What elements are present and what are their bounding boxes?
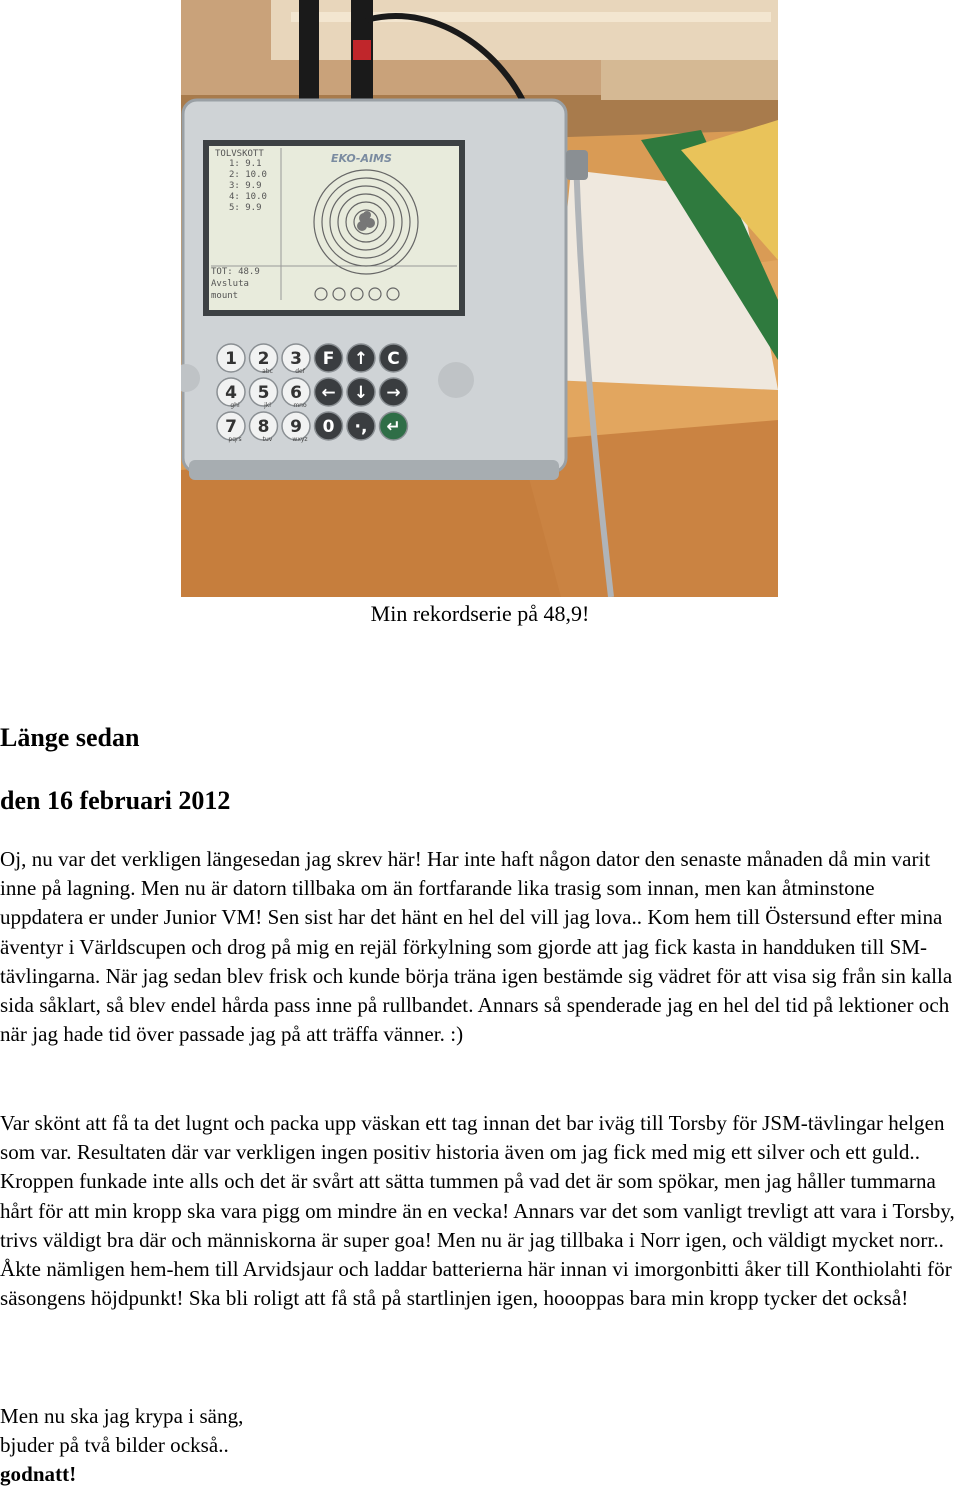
keypad-key-label-16: ·, [354,417,368,437]
keypad-key-label-6: 4 [225,383,237,403]
screen-menu-1: Avsluta [211,279,249,289]
keypad-key-label-4: ↑ [353,349,369,369]
keypad-key-label-10: ↓ [353,383,369,403]
keypad-key-label-14: 9 [290,417,302,437]
keypad-key-sub-2: def [295,368,305,375]
keypad-key-label-2: 3 [290,349,302,369]
keypad-key-sub-12: pqrs [228,436,242,443]
screen-menu-2: mount [211,291,239,301]
screen-header: TOLVSKOTT [215,149,264,159]
screen-score-3: 3: 9.9 [229,181,262,191]
post-paragraph-1: Oj, nu var det verkligen längesedan jag skrev här! Har inte haft någon dator den senaste månaden då min varit inne på lagning. Men nu är datorn tillbaka om än fortfarande lika trasig som innan, men kan åtminstone uppdatera er under Junior VM! Sen sist har det hänt en hel del vill jag lova.. Kom hem till Östersund efter mina äventyr i Världscupen och drog på mig en rejäl förkylning som gjorde att jag fick kasta in handduken till SM-tävlingarna. När jag sedan blev frisk och kunde börja träna igen bestämde sig vädret för att visa sig från sin kalla sida såklart, så blev endel hårda pass inne på rullbandet. Annars så spenderade jag en hel del tid på lektioner och när jag hade tid över passade jag på att träffa vänner. :) [0,847,953,1047]
screen-score-5: 5: 9.9 [229,203,262,213]
keypad-key-label-7: 5 [257,383,270,403]
keypad-key-label-13: 8 [257,417,270,437]
keypad-key-sub-13: tuv [262,436,273,443]
post-closing-line-2: bjuder på två bilder också.. [0,1433,229,1458]
keypad-key-sub-1: abc [262,368,273,375]
post-signoff: godnatt! [0,1462,77,1487]
keypad-key-label-1: 2 [257,349,270,369]
device-illustration [181,0,778,597]
photo-scoring-device [181,0,778,597]
keypad-key-label-8: 6 [290,383,302,403]
post-title: Länge sedan [0,723,140,752]
post-date: den 16 februari 2012 [0,786,231,815]
keypad-key-label-0: 1 [225,349,237,369]
photo-caption: Min rekordserie på 48,9! [370,601,590,626]
keypad-key-label-3: F [322,349,335,369]
screen-score-2: 2: 10.0 [229,170,267,180]
keypad-key-label-9: ← [321,383,336,403]
screen-total: TOT: 48.9 [211,267,260,277]
keypad-key-label-11: → [386,383,401,403]
keypad-key-label-15: 0 [322,417,335,437]
keypad-key-sub-6: ghi [230,402,240,409]
keypad-key-label-5: C [387,349,400,369]
screen-score-1: 1: 9.1 [229,159,262,169]
keypad-key-label-17: ↵ [386,417,401,437]
screen-score-4: 4: 10.0 [229,192,267,202]
post-paragraph-2: Var skönt att få ta det lugnt och packa upp väskan ett tag innan det bar iväg till Torsby för JSM-tävlingar helgen som var. Resultaten där var verkligen ingen positiv historia även om jag fick med mig ett silver och ett guld.. Kroppen funkade inte alls och det är svårt att sätta tummen på vad det är som spökar, men jag håller tummarna hårt för att min kropp ska vara pigg om mindre än en vecka! Annars var det som vanligt trevligt att vara i Torsby, trivs väldigt bra där och människorna är super goa! Men nu är jag tillbaka i Norr igen, och väldigt mycket norr.. Åkte nämligen hem-hem till Arvidsjaur och laddar batterierna här innan vi imorgonbitti åker till Konthiolahti för säsongens höjdpunkt! Ska bli roligt att få stå på startlinjen igen, hoooppas bara min kropp tycker det också! [0,1111,955,1311]
keypad-key-sub-14: wxyz [292,436,308,443]
screen-brand: EKO-AIMS [331,152,392,165]
keypad-key-sub-7: jkl [264,402,271,409]
keypad-key-sub-8: mno [293,402,307,409]
keypad-key-label-12: 7 [225,417,237,437]
post-paragraph-3 [0,1402,960,1490]
post-closing-line-1: Men nu ska jag krypa i säng, [0,1404,244,1428]
